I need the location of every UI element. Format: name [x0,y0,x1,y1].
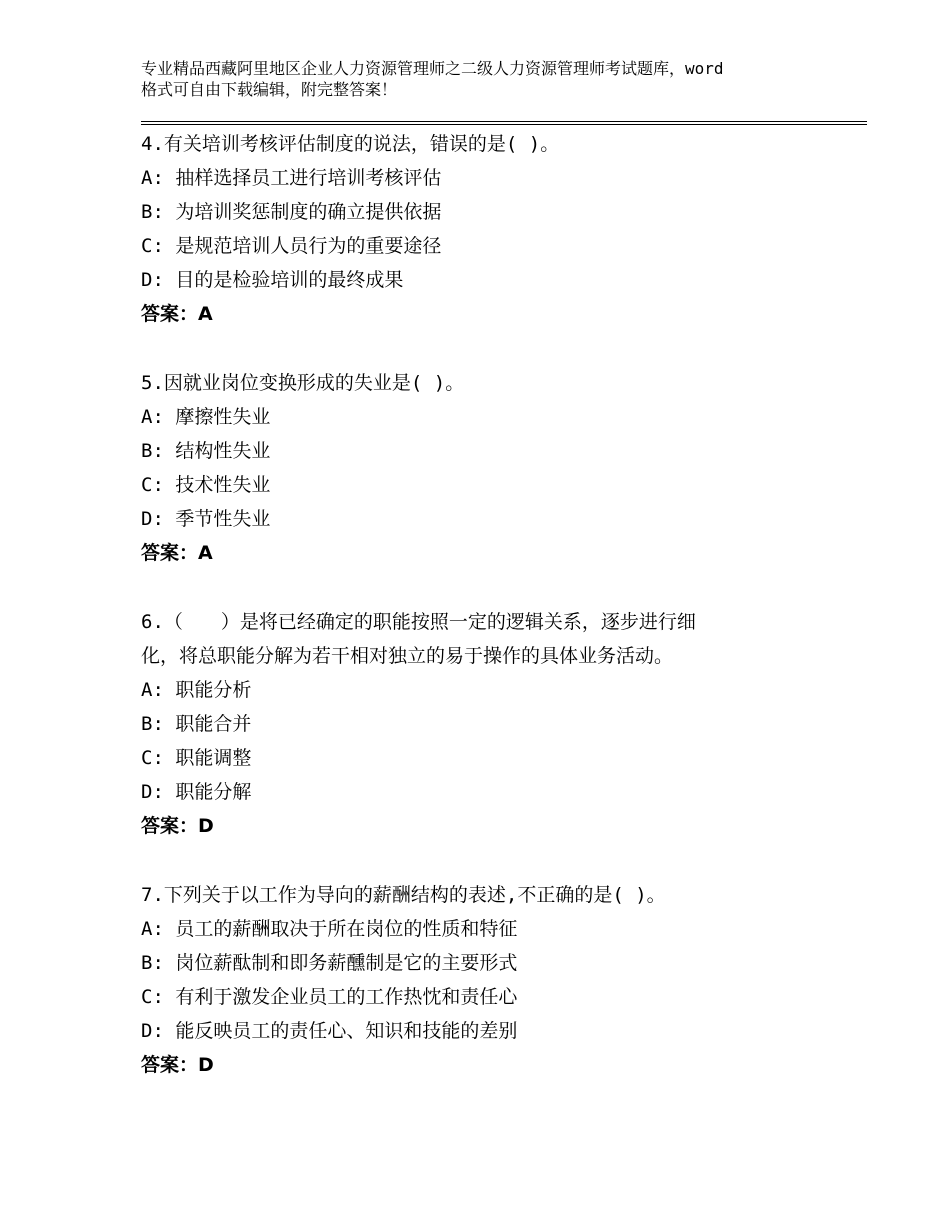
answer: 答案：A [141,303,213,325]
option-b: B: 为培训奖惩制度的确立提供依据 [141,201,442,223]
option-d: D: 季节性失业 [141,508,271,530]
header-rule-bottom [141,124,867,125]
header-rule-top [141,121,867,122]
answer: 答案：D [141,815,214,837]
option-b: B: 岗位薪酞制和即务薪醺制是它的主要形式 [141,952,518,974]
question-4 [141,127,841,331]
option-a: A: 摩擦性失业 [141,406,271,428]
answer: 答案：D [141,1054,214,1076]
question-5 [141,366,841,570]
option-b: B: 职能合并 [141,713,252,735]
option-b: B: 结构性失业 [141,440,271,462]
document-header [141,58,831,100]
header-line-2: 格式可自由下载编辑，附完整答案！ [141,80,398,99]
option-c: C: 是规范培训人员行为的重要途径 [141,235,442,257]
option-d: D: 能反映员工的责任心、知识和技能的差别 [141,1020,518,1042]
question-7 [141,878,841,1082]
option-d: D: 职能分解 [141,781,252,803]
option-a: A: 员工的薪酬取决于所在岗位的性质和特征 [141,918,518,940]
option-c: C: 职能调整 [141,747,252,769]
question-stem: 5.因就业岗位变换形成的失业是( )。 [141,372,465,394]
option-a: A: 职能分析 [141,679,252,701]
option-c: C: 技术性失业 [141,474,271,496]
answer: 答案：A [141,542,213,564]
question-6 [141,605,841,843]
option-c: C: 有利于激发企业员工的工作热忱和责任心 [141,986,518,1008]
header-line-1: 专业精品西藏阿里地区企业人力资源管理师之二级人力资源管理师考试题库，word [141,59,724,78]
question-stem-line-2: 化，将总职能分解为若干相对独立的易于操作的具体业务活动。 [141,645,674,667]
question-stem: 7.下列关于以工作为导向的薪酬结构的表述,不正确的是( )。 [141,884,666,906]
option-a: A: 抽样选择员工进行培训考核评估 [141,167,442,189]
question-stem-line-1: 6.（ ）是将已经确定的职能按照一定的逻辑关系，逐步进行细 [141,611,696,633]
option-d: D: 目的是检验培训的最终成果 [141,269,404,291]
question-stem: 4.有关培训考核评估制度的说法，错误的是( )。 [141,133,560,155]
